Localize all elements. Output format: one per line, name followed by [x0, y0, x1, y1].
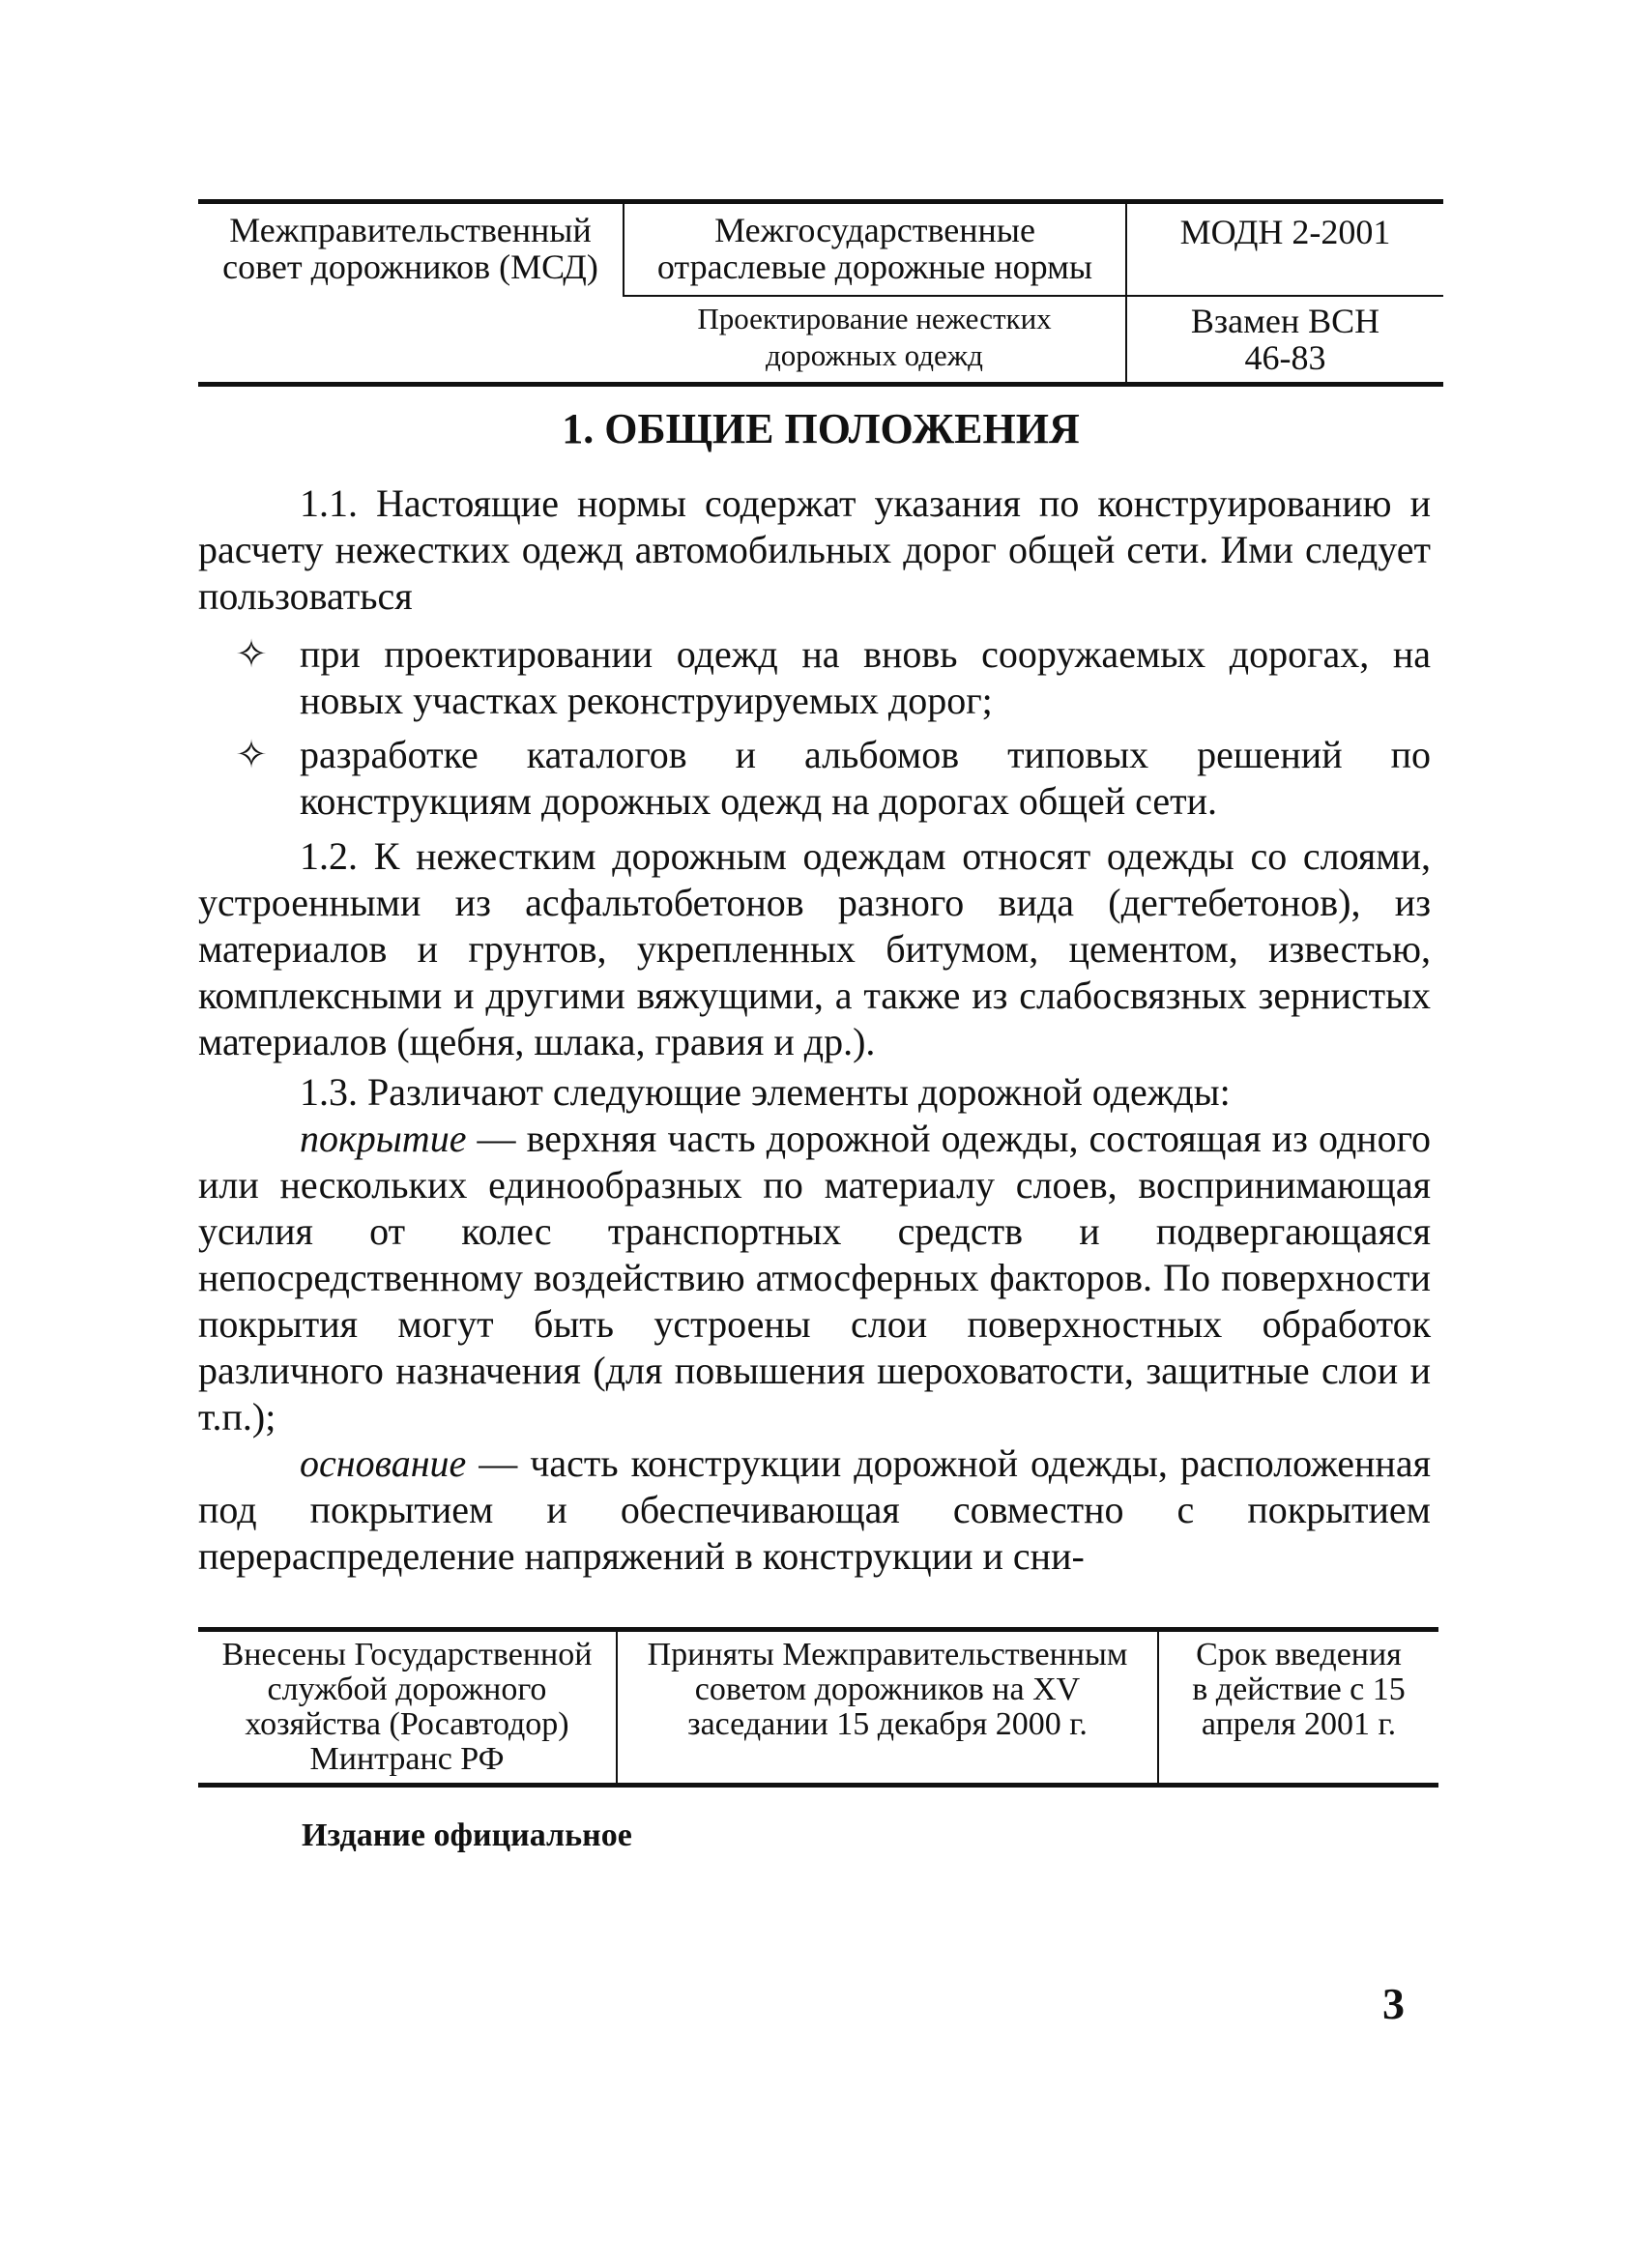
footer-table — [198, 1627, 1438, 1788]
footer-adopted: Приняты Межправительственным советом дорожников на XV заседании 15 декабря 2000 г. — [617, 1630, 1158, 1786]
header-org: Межправительственный совет дорожников (МСД) — [222, 211, 598, 286]
term-coating: покрытие — [300, 1117, 467, 1160]
header-doc-subject: Проектирование нежестких дорожных одежд — [697, 302, 1052, 372]
bullet-mark-icon: ✧ — [235, 632, 268, 676]
bullet-item-2 — [227, 732, 1431, 825]
footer-submitted: Внесены Государственной службой дорожного хозяйства (Росавтодор) Минтранс РФ — [221, 1637, 593, 1777]
paragraph-1-2: 1.2. К нежестким дорожным одеждам относят одежды со слоями, устроенными из асфальтобетонов разного вида (дегтебетонов), из материалов и грунтов, укрепленных битумом, цементом, известью, комплексными и другими вяжущими, а также из слабосвязных зернистых материалов (щебня, шлака, гравия и др.). — [198, 834, 1431, 1063]
edition-label: Издание официальное — [302, 1817, 632, 1853]
paragraph-1-1: 1.1. Настоящие нормы содержат указания по конструированию и расчету нежестких одежд автомобильных дорог общей сети. Ими следует пользоваться — [198, 481, 1431, 618]
definition-coating-text: — верхняя часть дорожной одежды, состоящая из одного или нескольких единообразных по материалу слоев, воспринимающая усилия от колес транспортных средств и подвергающаяся непосредственному воздействию атмосферных факторов. По поверхности покрытия могут быть устроены слои поверхностных обработок различного назначения (для повышения шероховатости, защитные слои и т.п.); — [198, 1117, 1431, 1439]
term-base: основание — [300, 1441, 467, 1485]
bullet-mark-icon: ✧ — [235, 733, 268, 776]
section-title: 1. ОБЩИЕ ПОЛОЖЕНИЯ — [562, 405, 1080, 452]
bullet-item-1 — [227, 631, 1431, 724]
definition-base-text: — часть конструкции дорожной одежды, расположенная под покрытием и обеспечивающая совместно с покрытием перераспределение напряжений в конструкции и сни- — [198, 1441, 1431, 1578]
page-number: 3 — [1382, 1979, 1405, 2028]
header-doc-code: МОДН 2-2001 — [1126, 202, 1443, 297]
definition-coating — [198, 1116, 1431, 1440]
paragraph-1-3: 1.3. Различают следующие элементы дорожной одежды: — [300, 1070, 1231, 1114]
definition-base — [198, 1440, 1431, 1580]
bullet-text-2: разработке каталогов и альбомов типовых решений по конструкциям дорожных одежд на дорогах общей сети. — [300, 733, 1431, 823]
bullet-text-1: при проектировании одежд на вновь сооружаемых дорогах, на новых участках реконструируемых дорог; — [300, 632, 1431, 722]
header-replaces: Взамен ВСН 46-83 — [1126, 296, 1443, 385]
footer-effective: Срок введения в действие с 15 апреля 2001 г. — [1158, 1630, 1438, 1786]
header-norms-title: Межгосударственные отраслевые дорожные нормы — [624, 202, 1126, 297]
header-table — [198, 199, 1443, 387]
